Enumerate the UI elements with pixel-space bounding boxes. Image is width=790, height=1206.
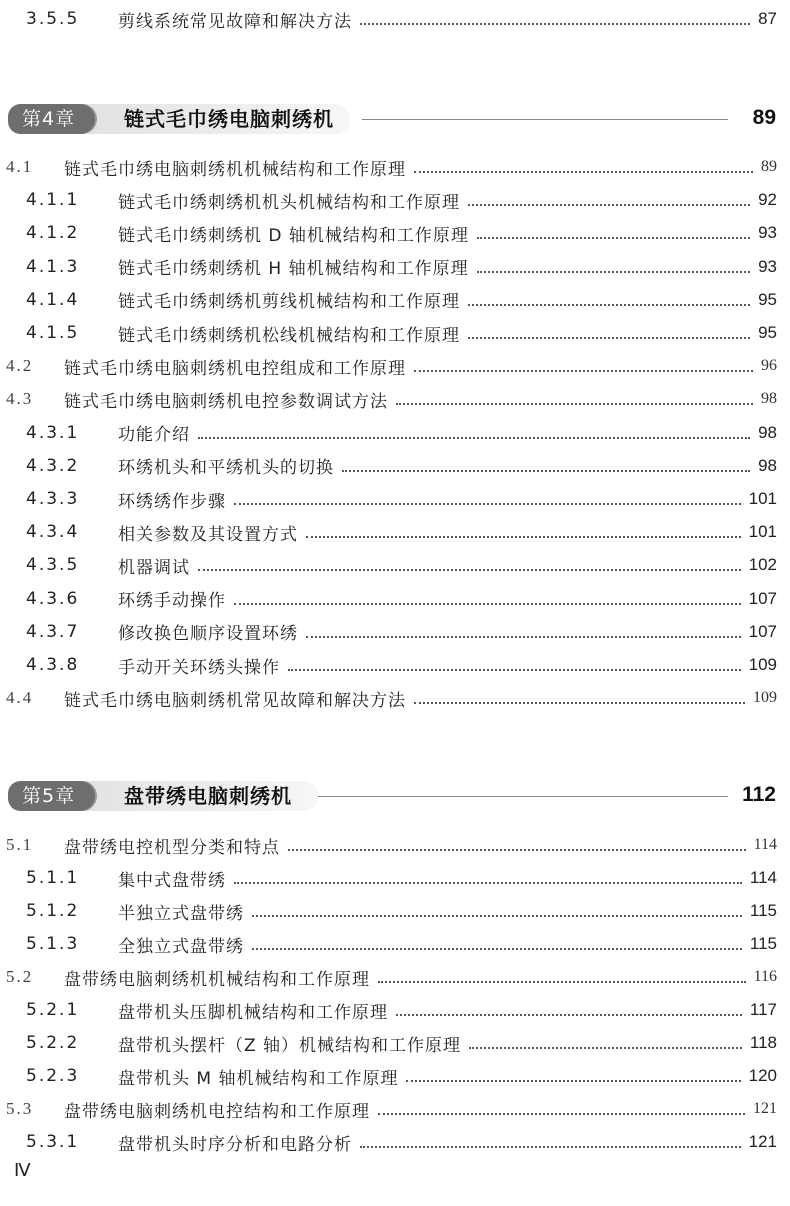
toc-entry-number: 5.2.3 (26, 1066, 80, 1086)
toc-entry-page: 117 (749, 1000, 777, 1019)
toc-entry-number: 5.2.1 (26, 1000, 80, 1020)
toc-entry (0, 185, 790, 215)
toc-entry-title: 盘带绣电脑刺绣机电控结构和工作原理 (64, 1101, 370, 1122)
toc-entry (0, 1127, 790, 1157)
toc-entry-page: 93 (758, 223, 777, 243)
chapter-rule (318, 796, 728, 797)
toc-entry-number: 4.3.4 (26, 522, 80, 543)
toc-entry-number: 5.2.2 (26, 1033, 80, 1053)
toc-entry-title: 盘带绣电脑刺绣机机械结构和工作原理 (64, 969, 370, 990)
toc-entry-title: 手动开关环绣头操作 (118, 657, 280, 678)
toc-entry-page: 114 (749, 868, 777, 887)
dot-leader (198, 437, 750, 439)
toc-entry-page: 121 (748, 1132, 777, 1151)
chapter-page: 89 (752, 106, 776, 129)
toc-entry-number: 4.1 (6, 157, 34, 176)
toc-entry-page: 95 (758, 289, 777, 309)
toc-entry (0, 962, 790, 992)
chapter-badge: 第4章 (8, 104, 95, 134)
dot-leader (342, 470, 750, 472)
toc-entry (0, 550, 790, 580)
toc-entry (0, 252, 790, 282)
toc-entry-title: 链式毛巾绣刺绣机松线机械结构和工作原理 (118, 325, 460, 346)
toc-entry-title: 功能介绍 (118, 425, 190, 446)
dot-leader (414, 171, 753, 173)
toc-entry-title: 链式毛巾绣刺绣机机头机械结构和工作原理 (118, 192, 460, 213)
chapter-badge: 第5章 (8, 781, 95, 811)
dot-leader (378, 1113, 745, 1115)
dot-leader (288, 669, 741, 671)
dot-leader (234, 882, 742, 884)
toc-entry-title: 链式毛巾绣电脑刺绣机机械结构和工作原理 (64, 159, 406, 180)
toc-entry-page: 102 (748, 555, 777, 575)
dot-leader (414, 702, 745, 704)
toc-entry (0, 584, 790, 614)
chapter-page: 112 (742, 783, 776, 806)
toc-entry-number: 5.2 (6, 967, 34, 986)
dot-leader (477, 271, 750, 273)
toc-entry-title: 机器调试 (118, 557, 190, 578)
toc-entry-title: 链式毛巾绣刺绣机 D 轴机械结构和工作原理 (118, 225, 469, 246)
dot-leader (252, 948, 742, 950)
toc-entry-title: 链式毛巾绣电脑刺绣机常见故障和解决方法 (64, 690, 406, 711)
toc-entry-page: 107 (748, 588, 777, 608)
toc-entry-title: 链式毛巾绣电脑刺绣机电控组成和工作原理 (64, 358, 406, 379)
toc-entry (0, 1028, 790, 1058)
toc-entry-number: 5.1.2 (26, 901, 80, 921)
toc-entry-page: 98 (761, 390, 777, 408)
toc-entry-number: 4.1.3 (26, 256, 80, 277)
dot-leader (360, 1146, 741, 1148)
toc-entry-number: 4.1.4 (26, 289, 80, 310)
toc-entry-title: 链式毛巾绣电脑刺绣机电控参数调试方法 (64, 391, 388, 412)
dot-leader (477, 237, 750, 239)
toc-entry-page: 95 (758, 323, 777, 342)
dot-leader (360, 23, 750, 25)
toc-entry-number: 4.2 (6, 356, 34, 376)
toc-entry-number: 4.1.5 (26, 323, 80, 343)
toc-entry-page: 96 (761, 357, 777, 375)
toc-entry (0, 318, 790, 348)
dot-leader (414, 370, 753, 372)
dot-leader (198, 569, 741, 571)
toc-entry (0, 995, 790, 1025)
dot-leader (306, 536, 741, 538)
toc-entry-number: 4.3.7 (26, 621, 80, 642)
toc-entry-title: 盘带机头时序分析和电路分析 (118, 1134, 352, 1155)
toc-entry-title: 链式毛巾绣刺绣机剪线机械结构和工作原理 (118, 292, 460, 313)
toc-entry-number: 4.4 (6, 688, 34, 708)
toc-entry-page: 109 (748, 655, 777, 674)
toc-entry-page: 98 (758, 422, 777, 442)
toc-entry-page: 115 (749, 901, 777, 920)
toc-entry-number: 5.1.1 (26, 868, 80, 888)
toc-entry (0, 896, 790, 926)
dot-leader (378, 981, 746, 983)
toc-entry-number: 5.3.1 (26, 1132, 80, 1152)
dot-leader (468, 337, 750, 339)
toc-entry-page: 92 (758, 190, 777, 210)
toc-entry (0, 1061, 790, 1091)
toc-entry-page: 107 (748, 621, 777, 641)
toc-entry (0, 285, 790, 315)
toc-entry-number: 4.1.2 (26, 223, 80, 244)
toc-entry-title: 环绣手动操作 (118, 591, 226, 612)
toc-entry-title: 链式毛巾绣刺绣机 H 轴机械结构和工作原理 (118, 259, 469, 280)
toc-entry-title: 盘带机头摆杆（Z 轴）机械结构和工作原理 (118, 1035, 462, 1056)
dot-leader (406, 1080, 740, 1082)
toc-entry-title: 盘带绣电控机型分类和特点 (64, 837, 280, 858)
toc-entry-page: 120 (748, 1066, 777, 1085)
toc-entry-page: 109 (753, 689, 777, 707)
toc-entry-page: 115 (749, 934, 777, 953)
chapter-header (0, 778, 790, 814)
toc-entry (0, 351, 790, 381)
toc-entry (0, 4, 790, 34)
toc-entry (0, 650, 790, 680)
toc-entry (0, 218, 790, 248)
toc-entry (0, 929, 790, 959)
toc-entry (0, 152, 790, 182)
toc-entry-number: 3.5.5 (26, 9, 80, 29)
toc-entry-page: 87 (758, 9, 777, 28)
toc-entry-number: 4.3.3 (26, 489, 80, 509)
toc-entry-number: 5.3 (6, 1099, 34, 1118)
toc-entry (0, 418, 790, 448)
dot-leader (468, 304, 750, 306)
dot-leader (468, 204, 750, 206)
dot-leader (234, 503, 741, 505)
toc-entry-title: 盘带机头压脚机械结构和工作原理 (118, 1002, 388, 1023)
toc-entry-number: 4.3.2 (26, 455, 80, 476)
toc-entry-page: 89 (761, 158, 777, 175)
toc-entry-number: 4.3.1 (26, 422, 80, 443)
toc-entry-title: 相关参数及其设置方式 (118, 524, 298, 545)
toc-entry (0, 1094, 790, 1124)
toc-entry (0, 484, 790, 514)
toc-entry (0, 683, 790, 713)
dot-leader (252, 915, 742, 917)
toc-entry (0, 617, 790, 647)
toc-entry-page: 98 (758, 455, 777, 475)
chapter-header (0, 101, 790, 137)
dot-leader (469, 1047, 742, 1049)
toc-entry-page: 101 (748, 522, 777, 542)
toc-entry-number: 5.1.3 (26, 934, 80, 954)
toc-entry (0, 863, 790, 893)
toc-entry-page: 121 (753, 1100, 777, 1117)
toc-entry-number: 4.3 (6, 389, 34, 409)
toc-entry-page: 93 (758, 256, 777, 276)
toc-entry (0, 451, 790, 481)
toc-entry (0, 830, 790, 860)
toc-entry-page: 118 (749, 1033, 777, 1052)
toc-entry-number: 4.3.5 (26, 555, 80, 576)
toc-entry-number: 4.3.6 (26, 588, 80, 609)
chapter-rule (362, 119, 728, 120)
dot-leader (288, 849, 746, 851)
toc-entry-title: 剪线系统常见故障和解决方法 (118, 11, 352, 32)
toc-entry-title: 半独立式盘带绣 (118, 903, 244, 924)
toc-entry-page: 101 (748, 489, 777, 508)
toc-entry-number: 4.1.1 (26, 190, 80, 211)
toc-entry (0, 384, 790, 414)
dot-leader (396, 1014, 742, 1016)
toc-entry-page: 114 (753, 836, 777, 853)
toc-entry-title: 修改换色顺序设置环绣 (118, 624, 298, 645)
toc-entry-title: 集中式盘带绣 (118, 870, 226, 891)
dot-leader (306, 636, 741, 638)
toc-entry-page: 116 (753, 968, 777, 985)
chapter-title: 盘带绣电脑刺绣机 (124, 784, 292, 808)
toc-entry-title: 盘带机头 M 轴机械结构和工作原理 (118, 1068, 399, 1089)
toc-entry (0, 517, 790, 547)
toc-entry-title: 环绣绣作步骤 (118, 491, 226, 512)
toc-entry-number: 4.3.8 (26, 655, 80, 675)
toc-entry-number: 5.1 (6, 835, 34, 854)
chapter-title: 链式毛巾绣电脑刺绣机 (124, 107, 334, 131)
toc-entry-title: 环绣机头和平绣机头的切换 (118, 458, 334, 479)
dot-leader (234, 603, 741, 605)
page-number: Ⅳ (14, 1160, 31, 1180)
dot-leader (396, 403, 753, 405)
toc-entry-title: 全独立式盘带绣 (118, 936, 244, 957)
